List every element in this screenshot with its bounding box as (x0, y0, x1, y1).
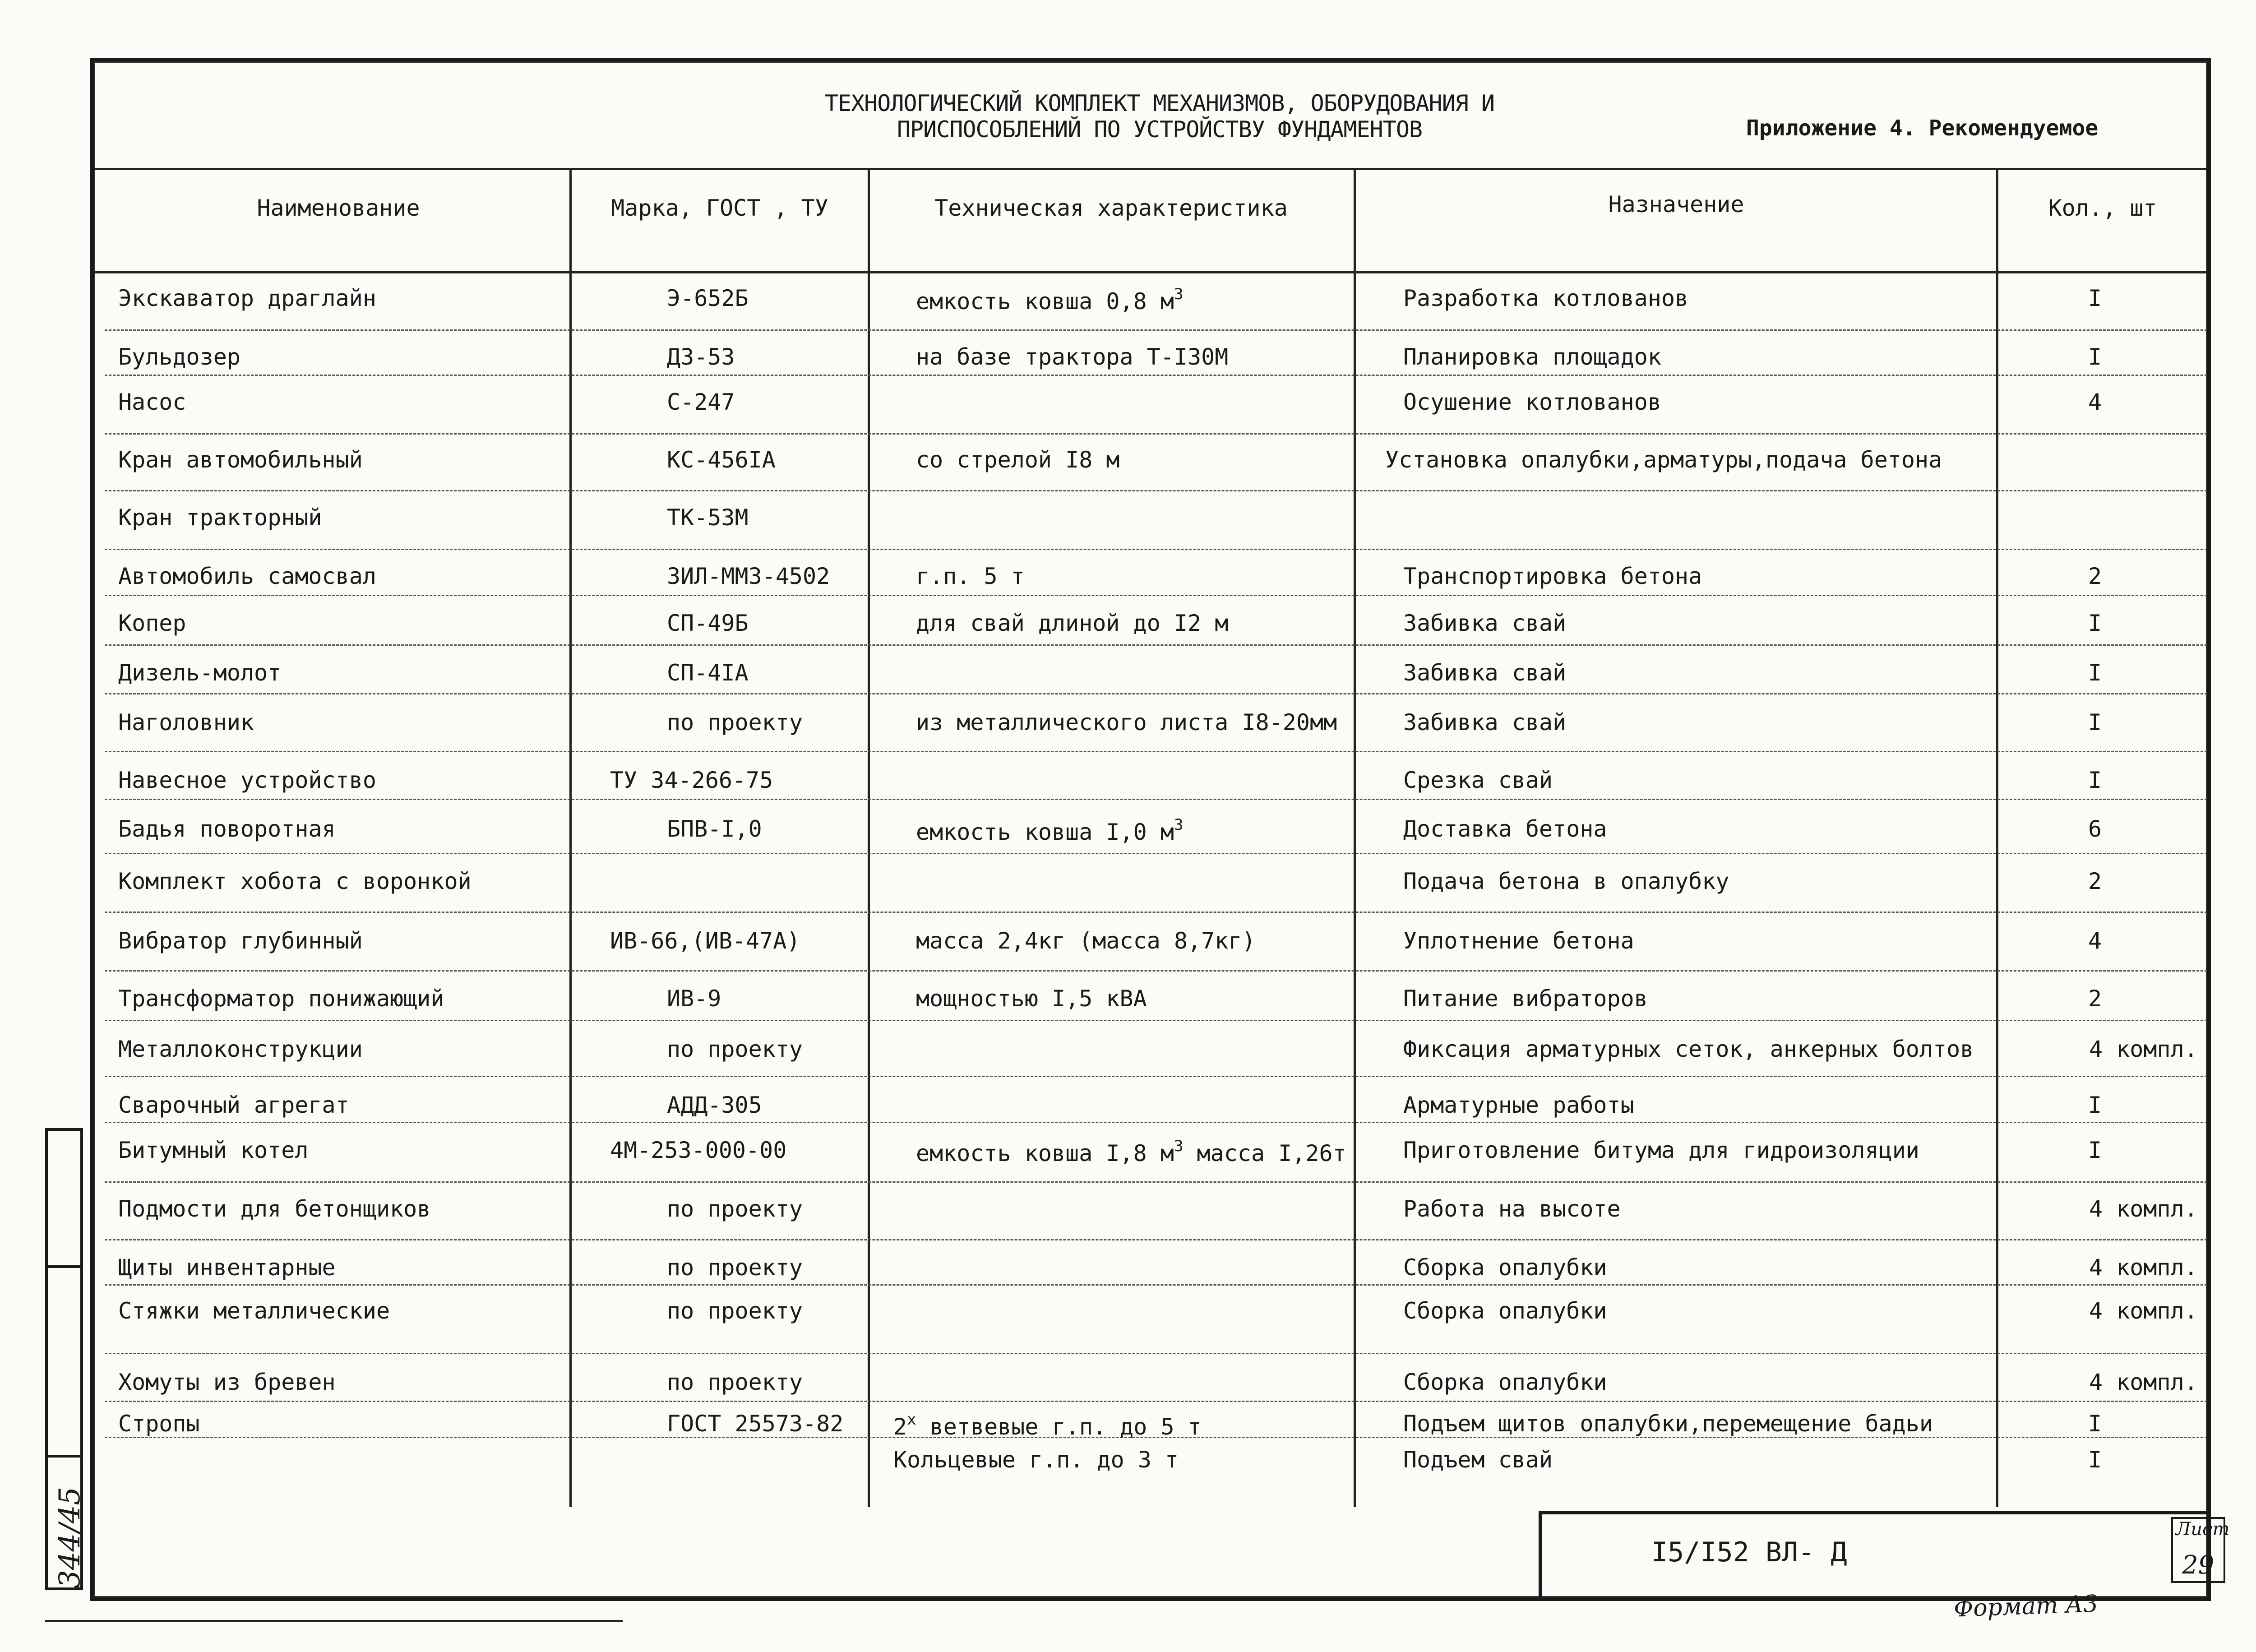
row-name: Навесное устройство (118, 767, 376, 793)
row-name: Хомуты из бревен (118, 1369, 336, 1395)
row-name: Стропы (118, 1411, 200, 1437)
row-purpose: Работа на высоте (1403, 1196, 1621, 1222)
row-qty: 2 (2088, 986, 2102, 1012)
row-mark: КС-456IA (667, 447, 776, 473)
row-qty: I (2088, 1092, 2102, 1118)
row-separator (105, 375, 2207, 376)
row-mark: по проекту (667, 1196, 803, 1222)
row-spec (893, 1411, 1202, 1440)
appendix-label: Приложение 4. Рекомендуемое (1746, 116, 2099, 141)
row-spec (916, 1137, 1346, 1166)
row-name: Сварочный агрегат (118, 1092, 349, 1118)
title-line-2: ПРИСПОСОБЛЕНИЙ ПО УСТРОЙСТВУ ФУНДАМЕНТОВ (897, 116, 1423, 143)
row-spec-text: масса 2,4кг (масса 8,7кг) (916, 928, 1256, 954)
row-spec-text: емкость ковша 0,8 м (916, 288, 1174, 315)
col-header-mark: Марка, ГОСТ , ТУ (611, 195, 828, 221)
row-separator (105, 1401, 2207, 1402)
row-spec-text: Кольцевые г.п. до 3 т (893, 1447, 1179, 1473)
row-separator (105, 1284, 2207, 1286)
row-mark: С-247 (667, 389, 735, 415)
col-divider-4 (1996, 168, 1998, 1507)
row-separator (105, 433, 2207, 435)
row-separator (105, 1181, 2207, 1183)
row-spec (916, 447, 1120, 473)
row-spec (916, 285, 1183, 315)
title-block (1539, 1511, 2211, 1601)
row-spec-text: г.п. 5 т (916, 563, 1025, 589)
row-name: Металлоконструкции (118, 1036, 363, 1062)
row-name: Стяжки металлические (118, 1298, 390, 1324)
row-purpose: Подача бетона в опалубку (1403, 868, 1729, 894)
row-purpose: Срезка свай (1403, 767, 1553, 793)
format-note: Формат А3 (1953, 1590, 2099, 1623)
row-qty: I (2088, 767, 2102, 793)
row-qty: I (2088, 610, 2102, 636)
row-mark: ИВ-66,(ИВ-47А) (610, 928, 800, 954)
row-name: Бадья поворотная (118, 816, 336, 842)
row-mark: АДД-305 (667, 1092, 762, 1118)
row-separator (105, 1076, 2207, 1077)
row-name: Дизель-молот (118, 660, 282, 686)
row-spec-superscript: 3 (1174, 1137, 1183, 1155)
row-spec (916, 344, 1228, 370)
row-purpose: Забивка свай (1403, 709, 1567, 736)
row-mark: по проекту (667, 1369, 803, 1395)
row-name: Битумный котел (118, 1137, 309, 1163)
row-name: Кран тракторный (118, 504, 322, 531)
row-spec-text: для свай длиной до I2 м (916, 610, 1229, 636)
side-archive-code: 344/45 (53, 1486, 87, 1588)
bottom-rule (45, 1620, 623, 1622)
row-spec-superscript: 3 (1174, 285, 1183, 303)
row-separator (105, 549, 2207, 550)
row-qty: 2 (2088, 563, 2102, 589)
row-qty: 4 компл. (2089, 1298, 2198, 1324)
row-purpose: Сборка опалубки (1403, 1369, 1607, 1395)
col-header-spec: Техническая характеристика (934, 195, 1288, 221)
sheet-label: Лист (2176, 1519, 2230, 1540)
row-purpose: Планировка площадок (1403, 344, 1661, 370)
row-purpose: Сборка опалубки (1403, 1254, 1607, 1281)
row-qty: I (2088, 344, 2102, 370)
row-spec-text-after: ветвевые г.п. до 5 т (916, 1414, 1202, 1440)
row-separator (105, 329, 2207, 331)
row-separator (105, 799, 2207, 800)
row-spec (916, 563, 1025, 589)
row-separator (105, 693, 2207, 694)
row-mark: по проекту (667, 1036, 803, 1062)
row-name: Наголовник (118, 709, 254, 736)
row-name: Трансформатор понижающий (118, 986, 444, 1012)
row-separator (105, 1353, 2207, 1354)
row-mark: по проекту (667, 1298, 803, 1324)
row-separator (105, 970, 2207, 972)
row-name: Бульдозер (118, 344, 240, 370)
row-separator (105, 1239, 2207, 1240)
row-purpose: Осушение котлованов (1403, 389, 1661, 415)
row-mark: ГОСТ 25573-82 (667, 1411, 844, 1437)
row-qty: I (2088, 1447, 2102, 1473)
row-mark: БПВ-I,0 (667, 816, 762, 842)
row-mark: СП-49Б (667, 610, 749, 636)
row-spec-text: со стрелой I8 м (916, 447, 1120, 473)
row-spec (916, 816, 1183, 845)
col-divider-2 (868, 168, 870, 1507)
row-spec-text: 2 (893, 1414, 907, 1440)
row-mark: по проекту (667, 709, 803, 736)
row-purpose: Забивка свай (1403, 610, 1567, 636)
row-mark: СП-4IA (667, 660, 749, 686)
row-spec (893, 1447, 1179, 1473)
row-purpose: Подъем свай (1403, 1447, 1553, 1473)
row-purpose: Транспортировка бетона (1403, 563, 1702, 589)
row-qty: I (2088, 1137, 2102, 1163)
row-mark: ДЗ-53 (667, 344, 735, 370)
row-name: Автомобиль самосвал (118, 563, 376, 589)
row-mark: Э-652Б (667, 285, 749, 311)
title-line-1: ТЕХНОЛОГИЧЕСКИЙ КОМПЛЕКТ МЕХАНИЗМОВ, ОБОРУДОВАНИЯ И (824, 90, 1495, 116)
row-qty: 4 компл. (2089, 1369, 2198, 1395)
row-purpose: Установка опалубки,арматуры,подача бетона (1385, 447, 1942, 473)
row-qty: I (2088, 1411, 2102, 1437)
row-separator (105, 912, 2207, 913)
row-purpose: Разработка котлованов (1403, 285, 1689, 311)
row-mark: ИВ-9 (667, 986, 721, 1012)
row-name: Вибратор глубинный (118, 928, 363, 954)
row-purpose: Питание вибраторов (1403, 986, 1648, 1012)
row-mark: по проекту (667, 1254, 803, 1281)
side-stamp-box-1 (45, 1128, 83, 1268)
row-name: Экскаватор драглайн (118, 285, 376, 311)
side-stamp-box-2 (45, 1265, 83, 1458)
row-spec (916, 986, 1147, 1012)
col-divider-3 (1354, 168, 1356, 1507)
row-name: Подмости для бетонщиков (118, 1196, 431, 1222)
col-header-name: Наименование (257, 195, 420, 221)
row-spec-superscript: 3 (1174, 816, 1183, 834)
row-qty: 4 (2088, 389, 2102, 415)
row-spec-text-after: масса I,26т (1183, 1140, 1346, 1166)
row-spec-text: емкость ковша I,8 м (916, 1140, 1174, 1166)
row-purpose: Приготовление битума для гидроизоляции (1403, 1137, 1919, 1163)
row-qty: I (2088, 660, 2102, 686)
row-name: Копер (118, 610, 186, 636)
row-purpose: Подъем щитов опалубки,перемещение бадьи (1403, 1411, 1933, 1437)
row-spec (916, 610, 1228, 636)
col-header-purpose: Назначение (1608, 191, 1744, 217)
row-spec-text: емкость ковша I,0 м (916, 819, 1174, 845)
row-qty: I (2088, 285, 2102, 311)
row-mark: 4М-253-000-00 (610, 1137, 787, 1163)
row-separator (105, 1020, 2207, 1021)
col-header-qty: Кол., шт (2048, 195, 2157, 221)
row-spec-superscript: х (907, 1411, 916, 1429)
row-name: Щиты инвентарные (118, 1254, 336, 1281)
row-separator (105, 1122, 2207, 1123)
row-qty: 4 компл. (2089, 1036, 2198, 1062)
row-spec-text: мощностью I,5 кВА (916, 986, 1147, 1012)
row-purpose: Сборка опалубки (1403, 1298, 1607, 1324)
row-separator (105, 595, 2207, 596)
document-title (776, 90, 1543, 143)
row-spec (916, 709, 1337, 736)
row-qty: I (2088, 709, 2102, 736)
row-separator (105, 644, 2207, 646)
row-spec (916, 928, 1256, 954)
row-spec-text: на базе трактора Т-I30М (916, 344, 1229, 370)
document-number: I5/I52 ВЛ- Д (1651, 1536, 1847, 1568)
header-top-line (94, 168, 2207, 170)
row-qty: 4 (2088, 928, 2102, 954)
col-divider-1 (569, 168, 572, 1507)
row-purpose: Уплотнение бетона (1403, 928, 1634, 954)
row-purpose: Арматурные работы (1403, 1092, 1634, 1118)
row-purpose: Фиксация арматурных сеток, анкерных болтов (1403, 1036, 1974, 1062)
row-name: Кран автомобильный (118, 447, 363, 473)
row-separator (105, 490, 2207, 491)
row-qty: 6 (2088, 816, 2102, 842)
row-mark: ЗИЛ-ММЗ-4502 (667, 563, 830, 589)
sheet-number: 29 (2182, 1550, 2214, 1580)
row-name: Комплект хобота с воронкой (118, 868, 472, 894)
row-spec-text: из металлического листа I8-20мм (916, 709, 1337, 736)
row-purpose: Забивка свай (1403, 660, 1567, 686)
row-qty: 4 компл. (2089, 1196, 2198, 1222)
row-qty: 2 (2088, 868, 2102, 894)
row-separator (105, 853, 2207, 854)
header-bottom-line (94, 271, 2207, 273)
row-qty: 4 компл. (2089, 1254, 2198, 1281)
row-purpose: Доставка бетона (1403, 816, 1607, 842)
row-name: Насос (118, 389, 186, 415)
row-mark: ТК-53М (667, 504, 749, 531)
row-separator (105, 751, 2207, 752)
row-mark: ТУ 34-266-75 (610, 767, 773, 793)
